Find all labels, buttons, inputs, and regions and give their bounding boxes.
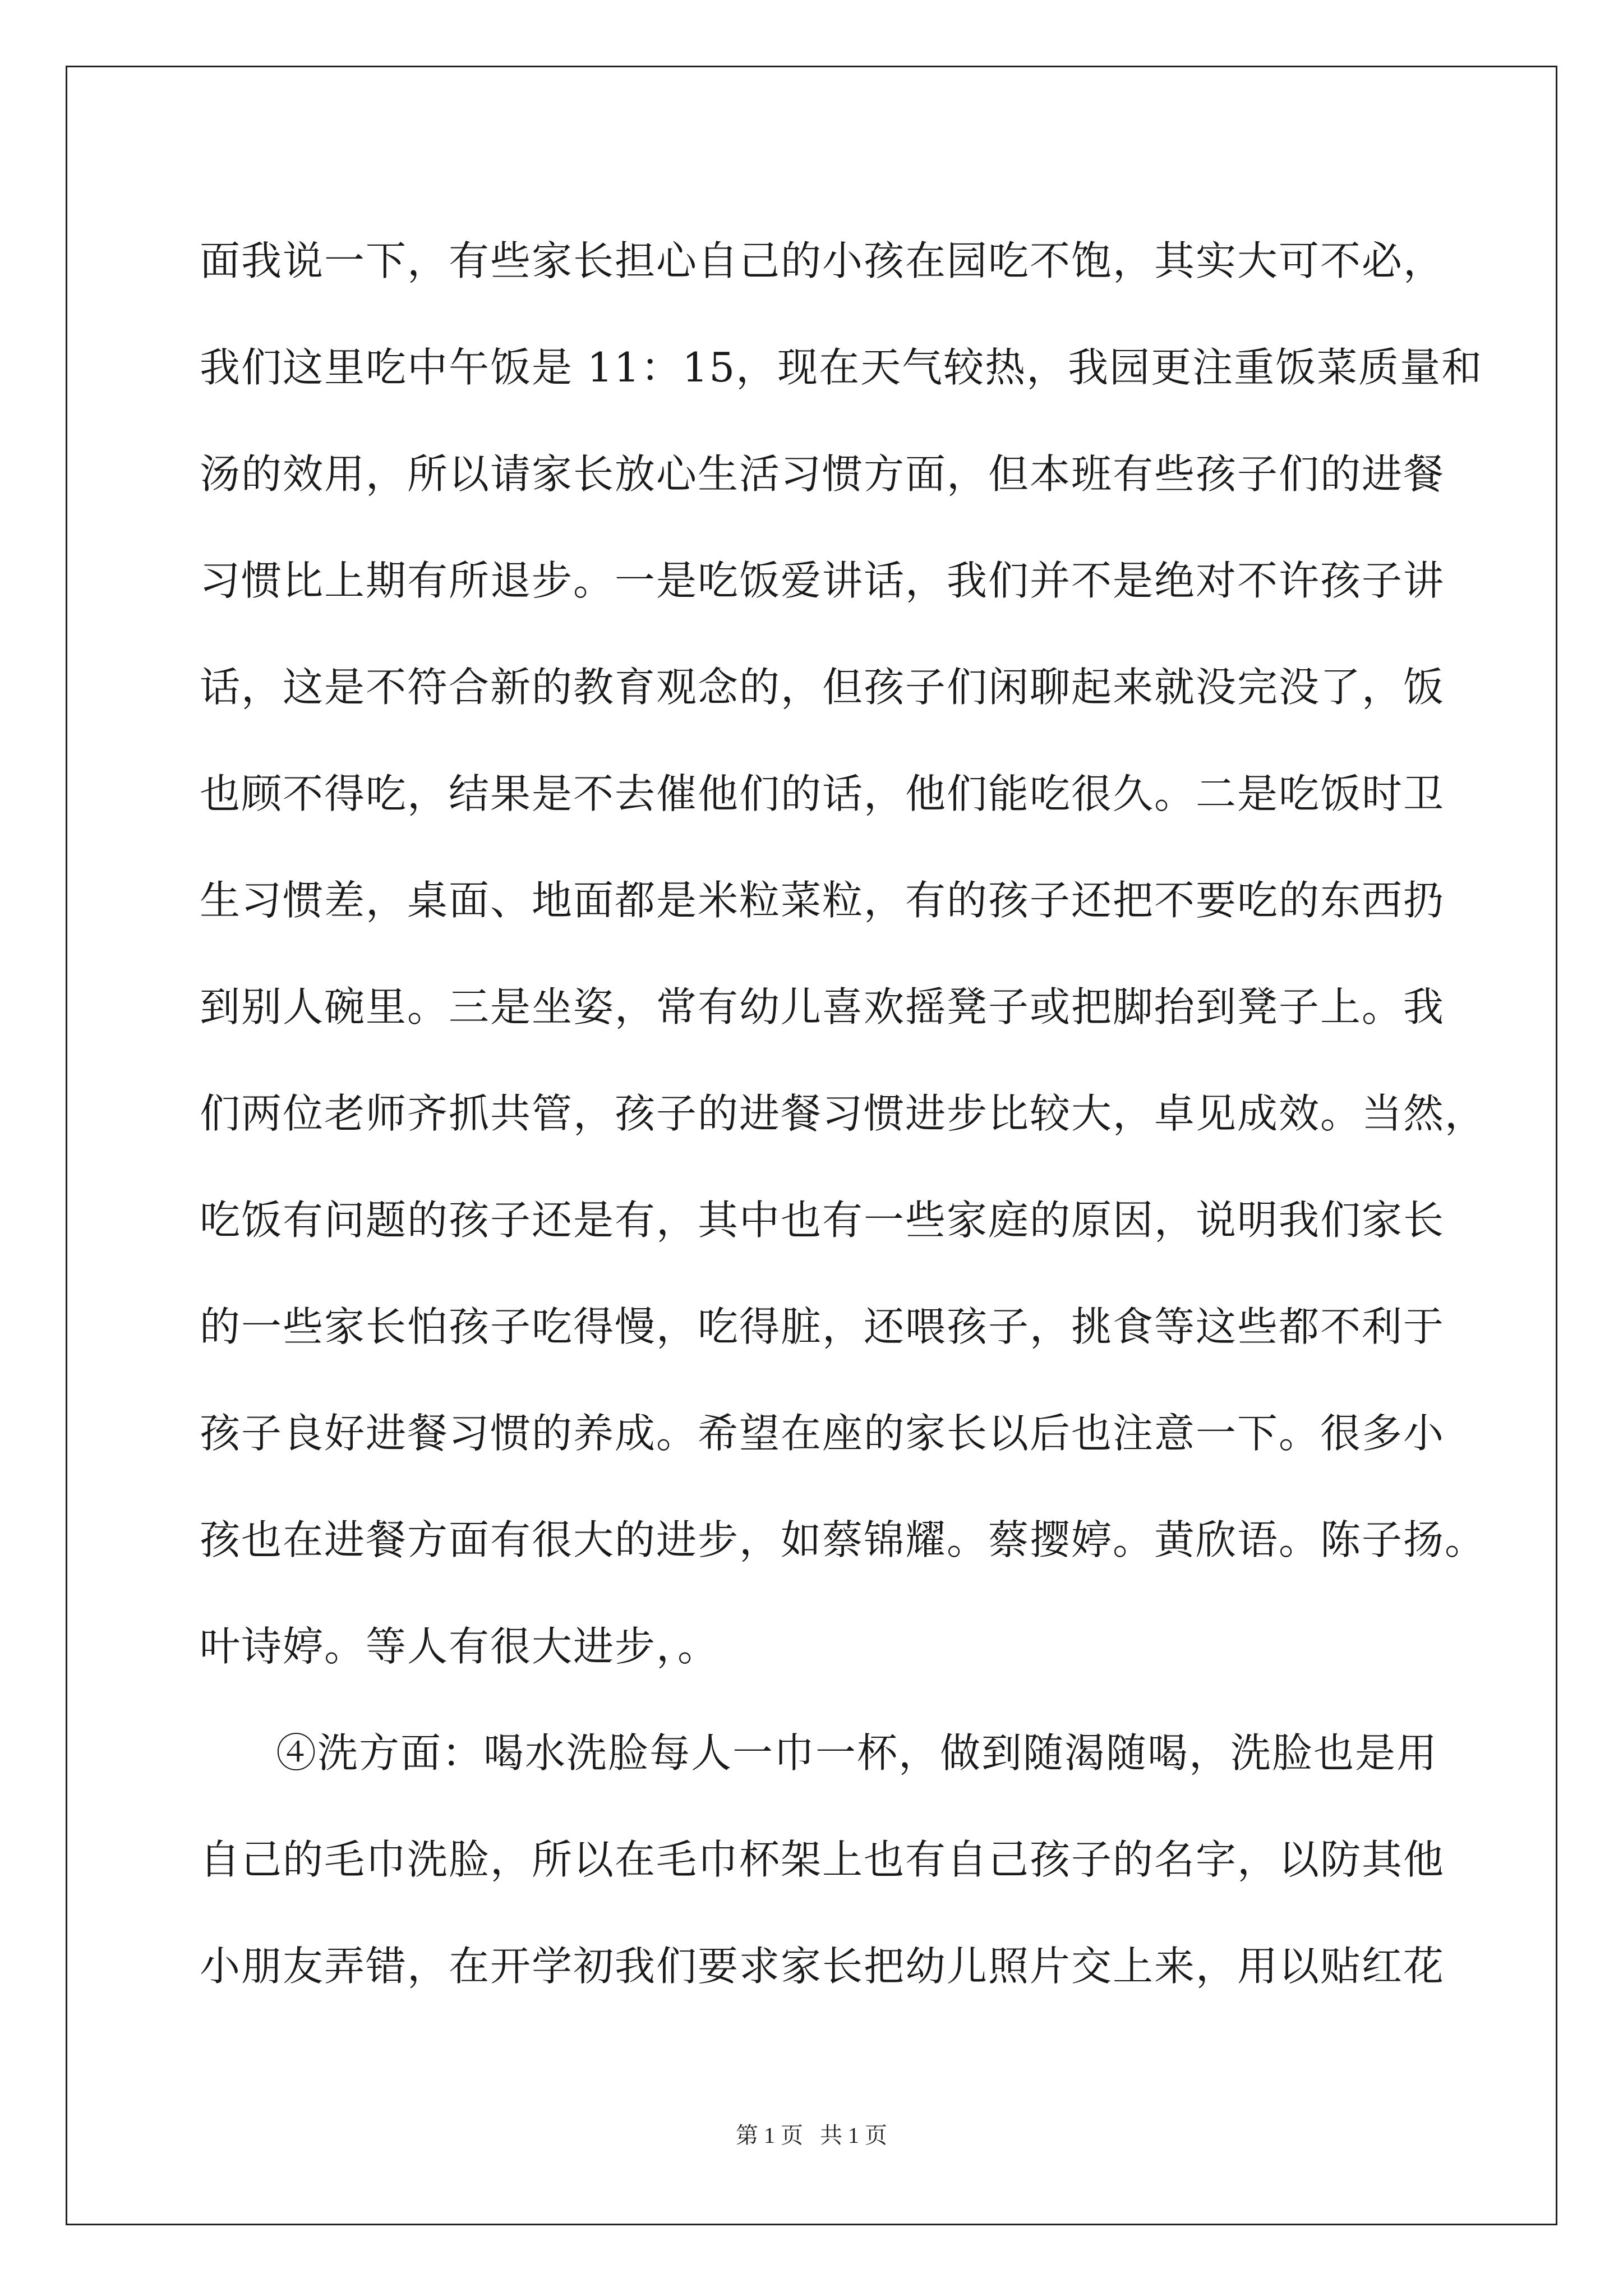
text-line: 孩也在进餐方面有很大的进步，如蔡锦耀。蔡撄婷。黄欣语。陈子扬。 <box>200 1516 1487 1563</box>
text-line: 到别人碗里。三是坐姿，常有幼儿喜欢摇凳子或把脚抬到凳子上。我 <box>200 983 1445 1030</box>
text-line: 生习惯差，桌面、地面都是米粒菜粒，有的孩子还把不要吃的东西扔 <box>200 877 1445 924</box>
paragraph-2 <box>200 1700 1445 2019</box>
text-line: 面我说一下，有些家长担心自己的小孩在园吃不饱，其实大可不必， <box>200 237 1445 284</box>
text-line: 小朋友弄错，在开学初我们要求家长把幼儿照片交上来，用以贴红花 <box>200 1943 1445 1990</box>
text-line: 汤的效用，所以请家长放心生活习惯方面，但本班有些孩子们的进餐 <box>200 450 1445 498</box>
paragraph-1 <box>200 208 1487 1700</box>
text-line: 习惯比上期有所退步。一是吃饭爱讲话，我们并不是绝对不许孩子讲 <box>200 557 1445 604</box>
text-line: 也顾不得吃，结果是不去催他们的话，他们能吃很久。二是吃饭时卫 <box>200 770 1445 817</box>
text-line: 自己的毛巾洗脸，所以在毛巾杯架上也有自己孩子的名字，以防其他 <box>200 1836 1445 1883</box>
text-line: 话，这是不符合新的教育观念的，但孩子们闲聊起来就没完没了，饭 <box>200 664 1445 711</box>
text-line: 我们这里吃中午饭是 11：15，现在天气较热，我园更注重饭菜质量和 <box>200 344 1483 391</box>
text-line: ④洗方面：喝水洗脸每人一巾一杯，做到随渴随喝，洗脸也是用 <box>276 1729 1438 1777</box>
text-line: 的一些家长怕孩子吃得慢，吃得脏，还喂孩子，挑食等这些都不利于 <box>200 1303 1445 1350</box>
text-line: 吃饭有问题的孩子还是有，其中也有一些家庭的原因，说明我们家长 <box>200 1197 1445 1244</box>
document-body <box>200 208 1487 2019</box>
text-line: 孩子良好进餐习惯的养成。希望在座的家长以后也注意一下。很多小 <box>200 1410 1445 1457</box>
text-line: 叶诗婷。等人有很大进步，。 <box>200 1623 720 1670</box>
text-line: 们两位老师齐抓共管，孩子的进餐习惯进步比较大，卓见成效。当然， <box>200 1090 1487 1137</box>
page-number-footer: 第 1 页 共 1 页 <box>736 2123 887 2148</box>
